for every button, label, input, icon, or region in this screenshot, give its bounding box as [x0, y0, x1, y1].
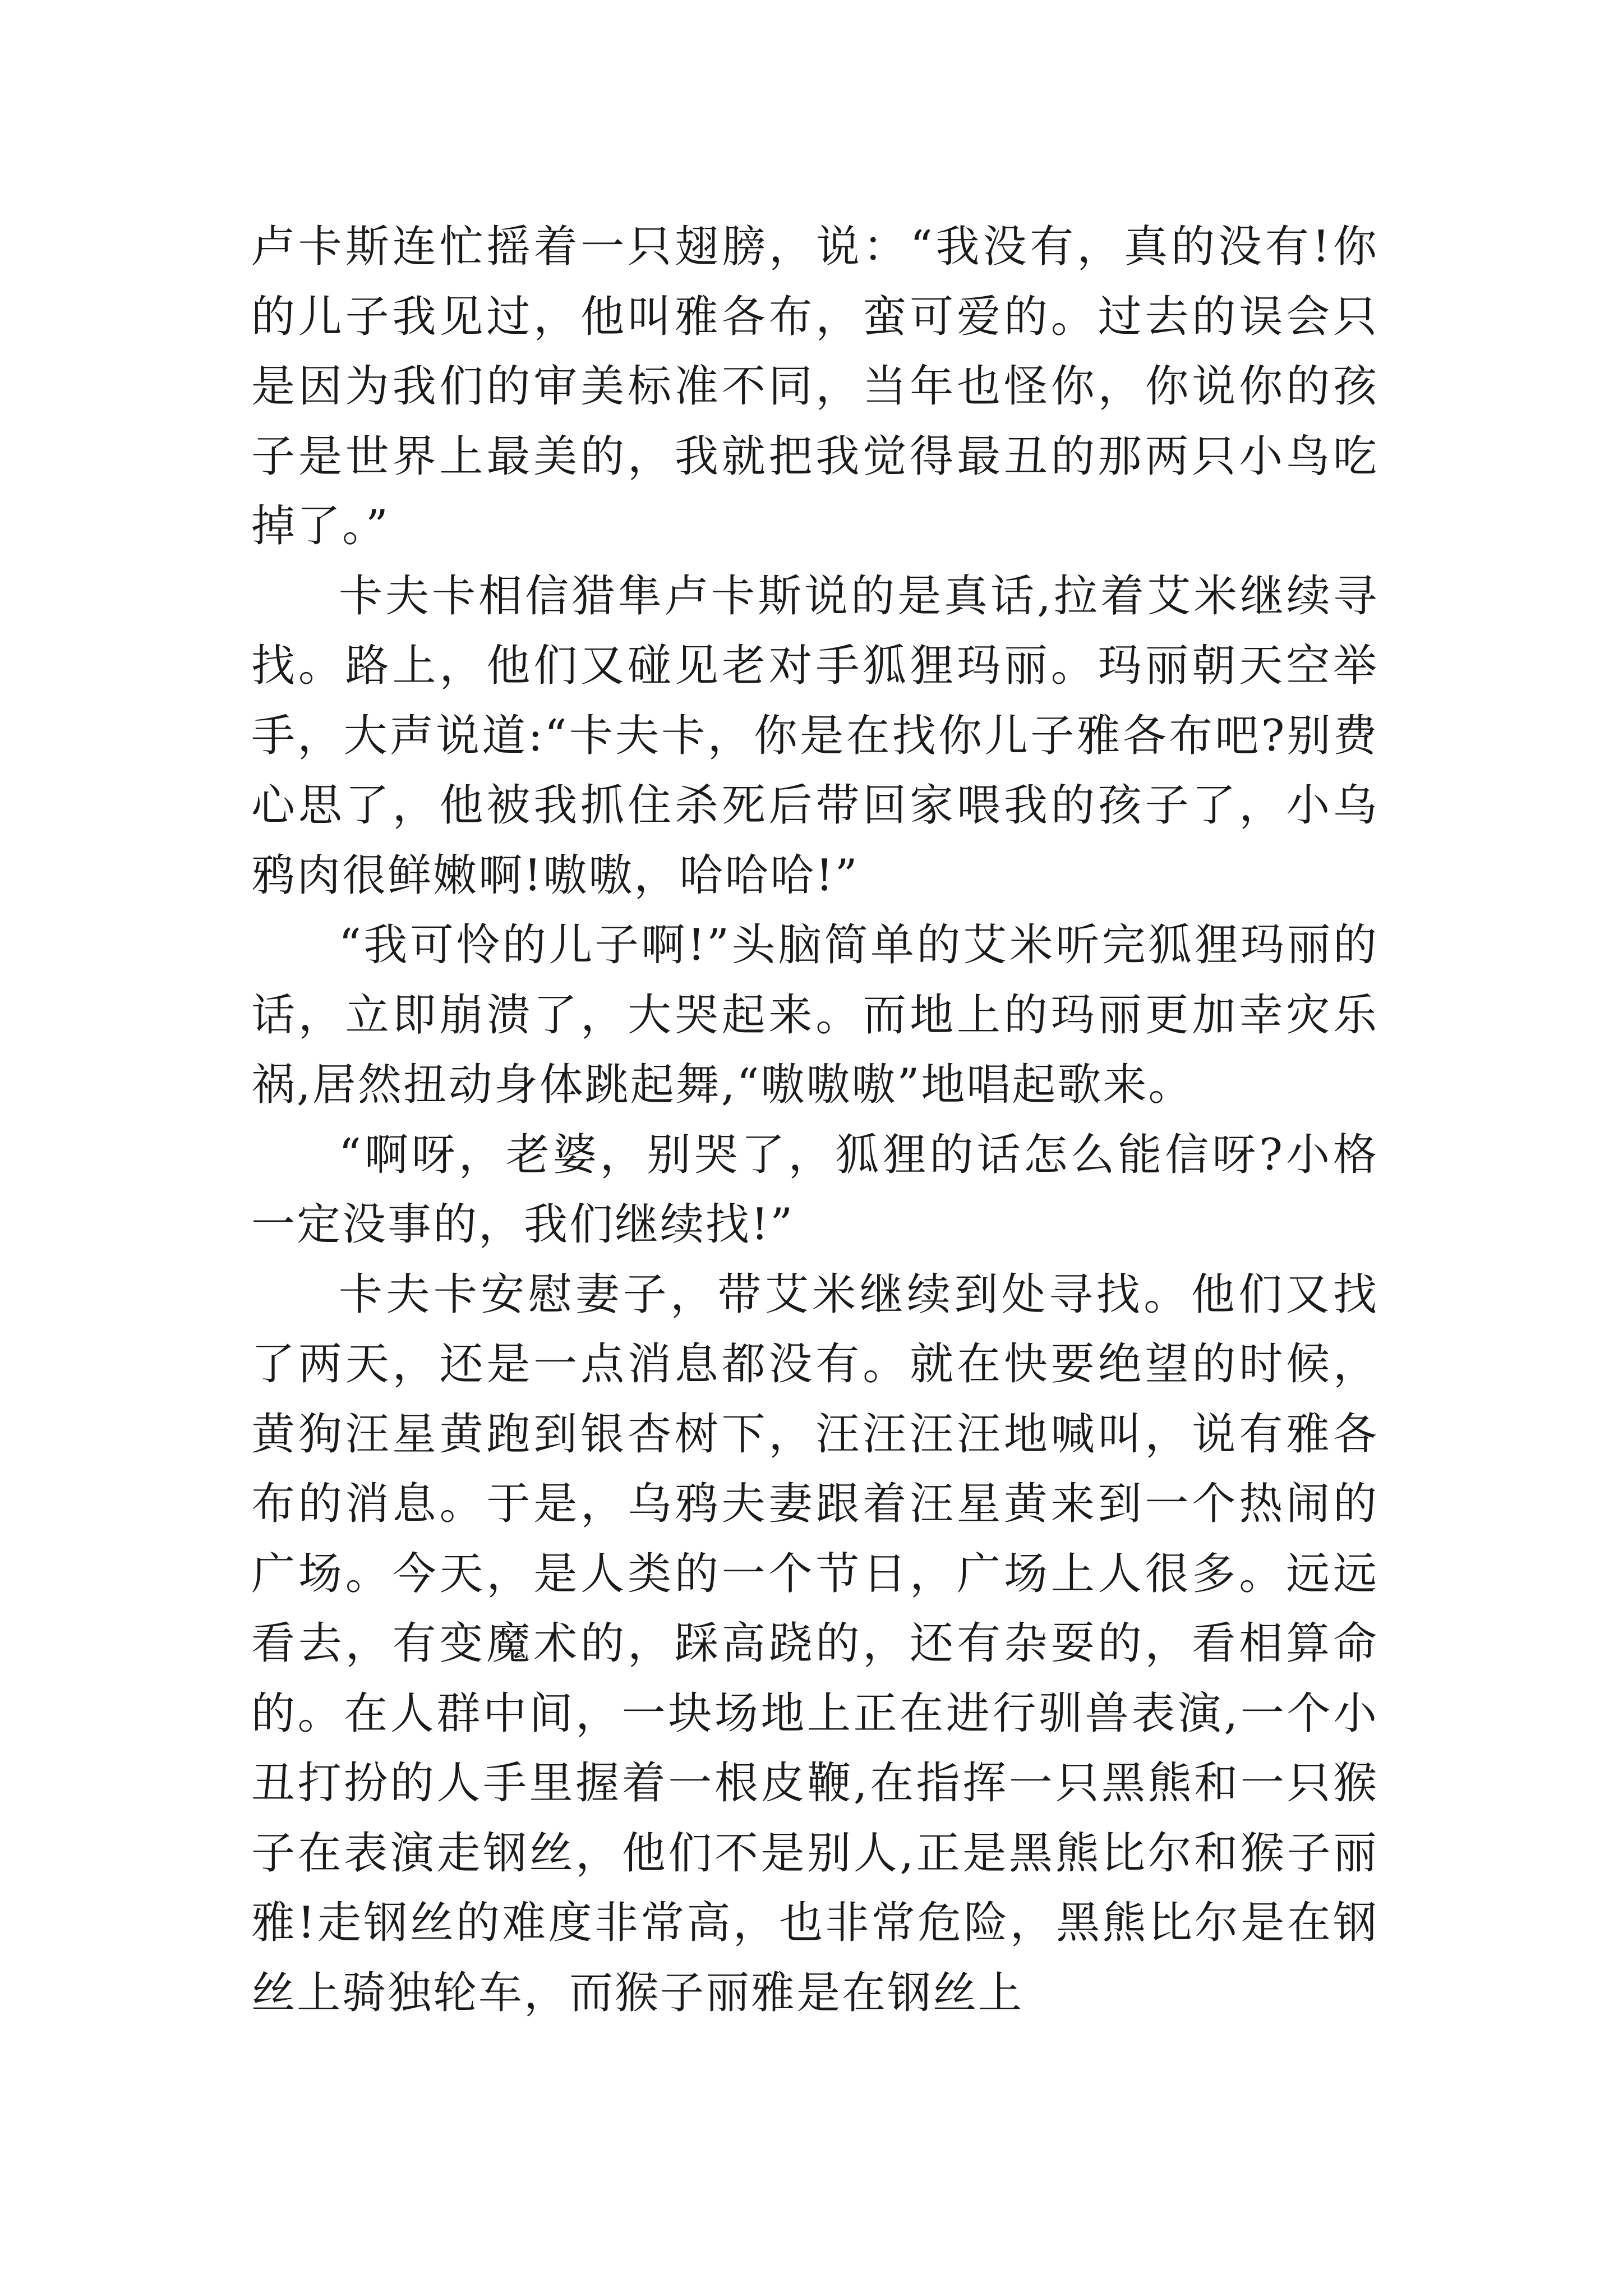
paragraph-1: 卢卡斯连忙摇着一只翅膀，说：“我没有，真的没有!你的儿子我见过，他叫雅各布，蛮可爱的。过去的误会只是因为我们的审美标准不同，当年也怪你，你说你的孩子是世界上最美的，我就把我觉得最丑的那两只小鸟吃掉了。”: [251, 222, 1378, 551]
paragraph-5: 卡夫卡安慰妻子，带艾米继续到处寻找。他们又找了两天，还是一点消息都没有。就在快要绝望的时候，黄狗汪星黄跑到银杏树下，汪汪汪汪地喊叫，说有雅各布的消息。于是，乌鸦夫妻跟着汪星黄来到一个热闹的广场。今天，是人类的一个节日，广场上人很多。远远看去，有变魔术的，踩高跷的，还有杂耍的，看相算命的。在人群中间，一块场地上正在进行驯兽表演,一个小丑打扮的人手里握着一根皮鞭,在指挥一只黑熊和一只猴子在表演走钢丝，他们不是别人,正是黑熊比尔和猴子丽雅!走钢丝的难度非常高，也非常危险，黑熊比尔是在钢丝上骑独轮车，而猴子丽雅是在钢丝上: [251, 1269, 1378, 2018]
paragraph-2: 卡夫卡相信猎隼卢卡斯说的是真话,拉着艾米继续寻找。路上，他们又碰见老对手狐狸玛丽。玛丽朝天空举手，大声说道:“卡夫卡，你是在找你儿子雅各布吧?别费心思了，他被我抓住杀死后带回家喂我的孩子了，小乌鸦肉很鲜嫩啊!嗷嗷，哈哈哈!”: [251, 570, 1378, 901]
paragraph-3: “我可怜的儿子啊!”头脑简单的艾米听完狐狸玛丽的话，立即崩溃了，大哭起来。而地上的玛丽更加幸灾乐祸,居然扭动身体跳起舞,“嗷嗷嗷”地唱起歌来。: [251, 920, 1378, 1110]
body-text: [251, 212, 1378, 2028]
paragraph-4: “啊呀，老婆，别哭了，狐狸的话怎么能信呀?小格一定没事的，我们继续找!”: [251, 1129, 1378, 1250]
